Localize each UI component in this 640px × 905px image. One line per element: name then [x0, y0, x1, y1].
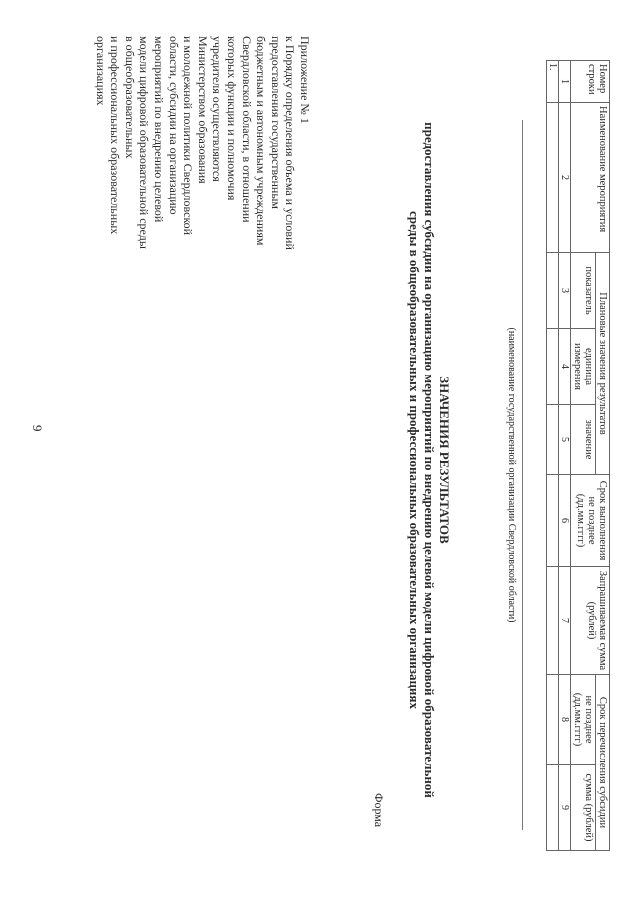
- table-cell: [547, 103, 559, 253]
- appendix-line: в общеобразовательных: [122, 36, 137, 159]
- column-number: 3: [559, 253, 571, 329]
- column-number: 1: [559, 61, 571, 103]
- header-value: значение: [571, 405, 596, 475]
- title-line-2: предоставления субсидии на организацию мероприятий по внедрению целевой модели цифровой образовательной: [422, 122, 437, 798]
- table-cell: [547, 765, 559, 851]
- appendix-line: Министерством образования: [195, 36, 210, 184]
- header-indicator: показатель: [571, 253, 596, 329]
- table-cell: [547, 329, 559, 405]
- header-unit: единица измерения: [571, 329, 596, 405]
- header-deadline: Срок выполнения не позднее (дд.мм.гггг): [571, 475, 610, 567]
- appendix-line: мероприятий по внедрению целевой: [152, 36, 167, 223]
- appendix-line: бюджетным и автономным учреждениям: [254, 36, 269, 246]
- header-event-name: Наименование мероприятия: [571, 103, 610, 253]
- appendix-line: области, субсидии на организацию: [166, 36, 181, 215]
- column-number: 2: [559, 103, 571, 253]
- column-number: 8: [559, 675, 571, 765]
- title-line-3: среды в общеобразовательных и профессиональных образовательных организациях: [407, 211, 422, 709]
- header-row-number: Номер строки: [571, 61, 610, 103]
- column-number: 4: [559, 329, 571, 405]
- table-cell: [547, 405, 559, 475]
- table-cell: [547, 567, 559, 675]
- header-transfer-period: Срок перечисления субсидии: [596, 675, 610, 851]
- header-requested-sum: Запрашиваемая сумма (рублей): [571, 567, 610, 675]
- appendix-header: [93, 36, 312, 336]
- table-cell: [547, 253, 559, 329]
- header-transfer-date: не позднее (дд.мм.гггг): [571, 675, 596, 765]
- organization-caption: (наименование государственной организации Свердловской области): [506, 327, 517, 623]
- appendix-line: предоставления государственным: [268, 36, 283, 209]
- header-transfer-sum: сумма (рублей): [571, 765, 596, 851]
- form-label: Форма: [372, 793, 386, 828]
- appendix-line: к Порядку определения объема и условий: [283, 36, 298, 250]
- organization-name-line: [522, 120, 523, 830]
- page-number: 9: [30, 425, 45, 432]
- appendix-line: и молодежной политики Свердловской: [181, 36, 196, 236]
- table-header-row: [596, 61, 610, 851]
- appendix-line: модели цифровой образовательной среды: [137, 36, 152, 249]
- appendix-line: и профессиональных образовательных: [108, 36, 123, 235]
- column-number: 5: [559, 405, 571, 475]
- column-number-row: [559, 61, 571, 851]
- row-number: 1.: [547, 61, 559, 103]
- appendix-line: учредителя осуществляются: [210, 36, 225, 182]
- column-number: 7: [559, 567, 571, 675]
- appendix-line: которых функции и полномочия: [225, 36, 240, 201]
- table-cell: [547, 675, 559, 765]
- table-row: [547, 61, 559, 851]
- table-cell: [547, 475, 559, 567]
- header-planned-values: Плановые значения результатов: [596, 253, 610, 475]
- title-line-1: ЗНАЧЕНИЯ РЕЗУЛЬТАТОВ: [437, 376, 452, 544]
- appendix-line: Приложение № 1: [298, 36, 312, 124]
- column-number: 9: [559, 765, 571, 851]
- results-table: [546, 60, 610, 851]
- appendix-line: организациях: [93, 36, 108, 106]
- document-title: [407, 60, 452, 860]
- appendix-line: Свердловской области, в отношении: [239, 36, 254, 223]
- column-number: 6: [559, 475, 571, 567]
